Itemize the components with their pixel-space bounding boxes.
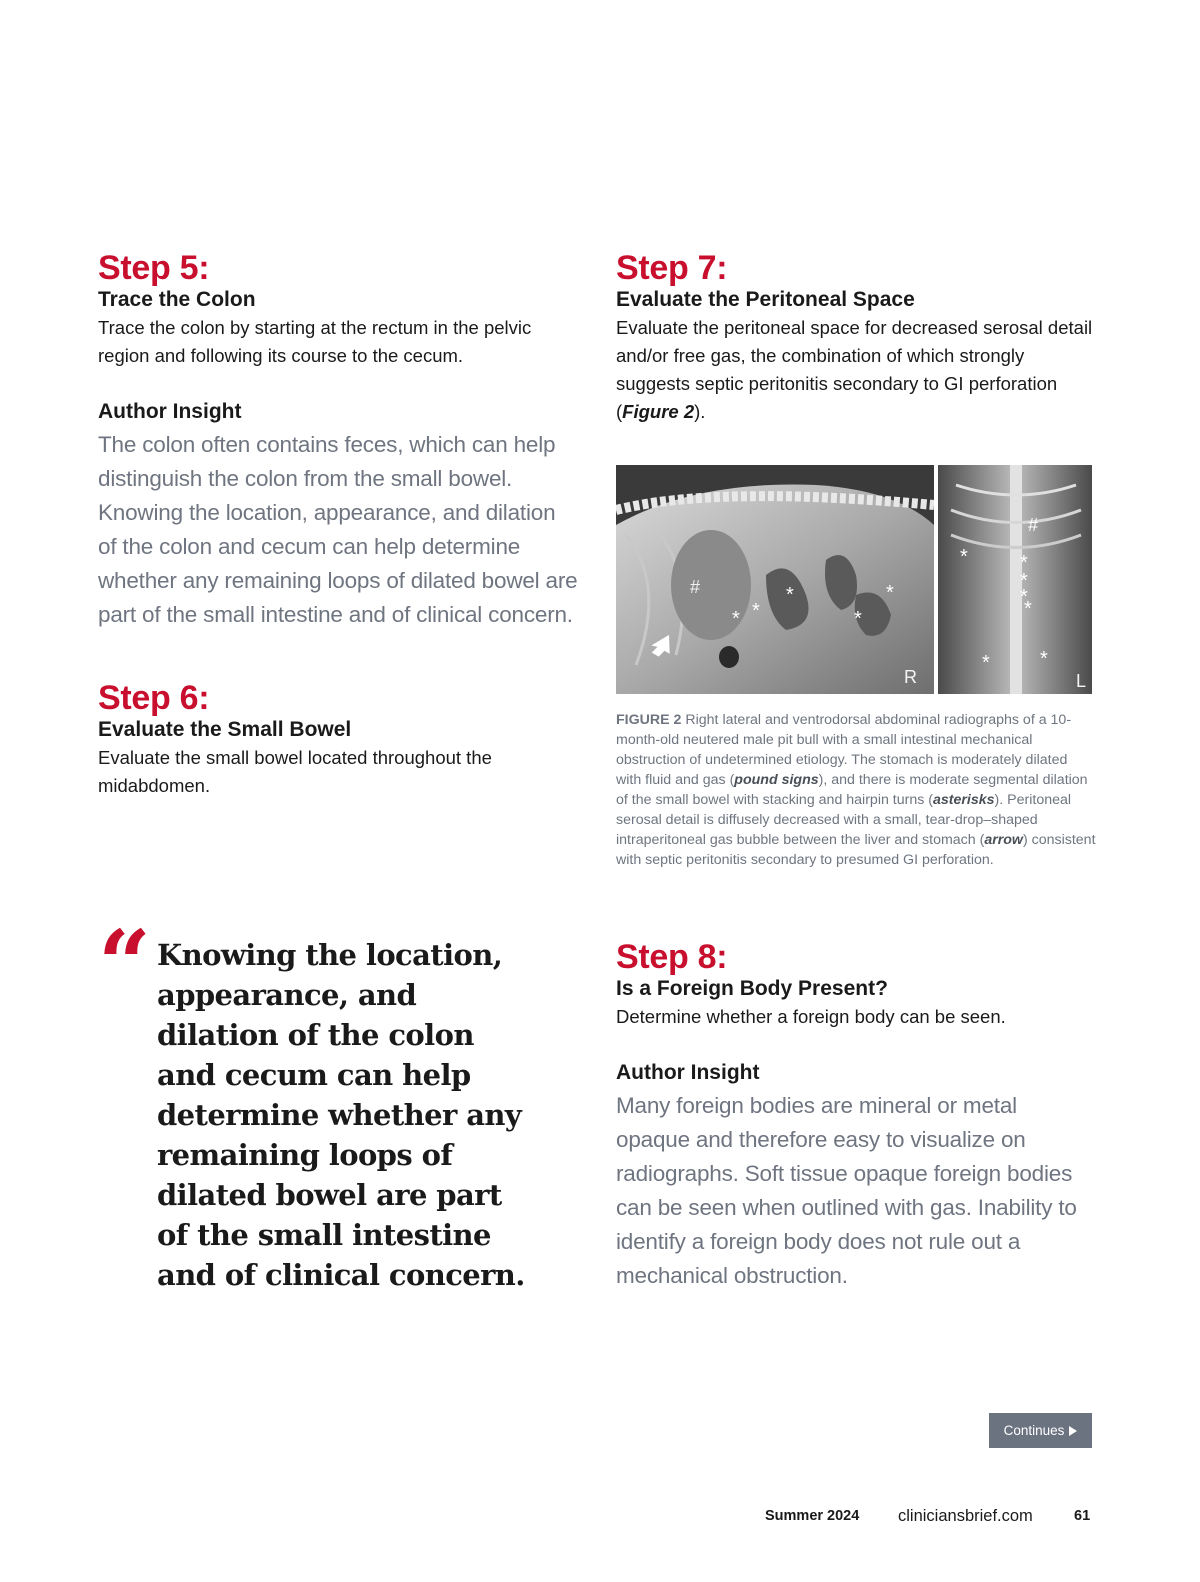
step6-section <box>98 680 538 800</box>
caption-emphasis-pound-signs: pound signs <box>734 772 819 788</box>
step8-insight-text: Many foreign bodies are mineral or metal opaque and therefore easy to visualize on radiographs. Soft tissue opaque foreign bodies can be seen when outlined with gas. Inability to identify a foreign body does not rule out a mechanical obstruction. <box>616 1093 1077 1288</box>
step7-title: Evaluate the Peritoneal Space <box>616 288 915 311</box>
step8-number: Step 8: <box>616 938 728 976</box>
caption-emphasis-arrow: arrow <box>984 832 1023 848</box>
footer-site[interactable]: cliniciansbrief.com <box>898 1507 1033 1525</box>
step8-body: Determine whether a foreign body can be seen. <box>616 1006 1006 1027</box>
caption-text-2: ), and there is moderate segmental dilation of the small bowel with stacking and hairpin turns ( <box>616 772 1088 808</box>
step8-title: Is a Foreign Body Present? <box>616 977 888 1000</box>
label-r: R <box>904 667 917 687</box>
quote-mark-icon: “ <box>98 910 151 1018</box>
figure-2-reference[interactable]: Figure 2 <box>622 401 695 422</box>
play-triangle-icon <box>1069 1426 1077 1436</box>
pound-marker-lateral: # <box>690 577 701 597</box>
label-l: L <box>1076 671 1087 691</box>
step5-section <box>98 250 578 632</box>
caption-emphasis-asterisks: asterisks <box>933 792 995 808</box>
asterisk-marker-12: * <box>1040 648 1048 670</box>
figure-divider <box>934 465 938 694</box>
caption-label: FIGURE 2 <box>616 712 682 728</box>
asterisk-marker-11: * <box>982 652 990 674</box>
caption-text-3: ). Peritoneal serosal detail is diffusely decreased with a small, tear-drop–shaped intraperitoneal gas bubble between the liver and stomach ( <box>616 792 1072 848</box>
continues-button[interactable] <box>989 1413 1092 1448</box>
footer-page-number: 61 <box>1074 1508 1091 1524</box>
step8-section <box>616 939 1096 1293</box>
step8-insight-heading: Author Insight <box>616 1061 760 1084</box>
step7-section <box>616 250 1096 426</box>
asterisk-marker-8: * <box>1020 570 1028 592</box>
lateral-gas-bubble <box>719 646 739 668</box>
step7-body-text: Evaluate the peritoneal space for decreased serosal detail and/or free gas, the combination of which strongly suggests septic peritonitis secondary to GI perforation ( <box>616 317 1093 422</box>
continues-label: Continues <box>1003 1423 1065 1438</box>
asterisk-marker-10: * <box>1024 598 1032 620</box>
asterisk-marker-2: * <box>752 600 760 622</box>
step6-body: Evaluate the small bowel located throughout the midabdomen. <box>98 747 492 796</box>
asterisk-marker-3: * <box>786 584 794 606</box>
step5-body: Trace the colon by starting at the rectum in the pelvic region and following its course to the cecum. <box>98 317 532 366</box>
pound-marker-vd: # <box>1028 515 1039 535</box>
asterisk-marker-5: * <box>886 582 894 604</box>
asterisk-marker-4: * <box>854 608 862 630</box>
step5-insight-text: The colon often contains feces, which can help distinguish the colon from the small bowel. Knowing the location, appearance, and dilation of the colon and cecum can help determine whether any remaining loops of dilated bowel are part of the small intestine and of clinical concern. <box>98 432 578 627</box>
asterisk-marker-7: * <box>1020 552 1028 574</box>
step6-title: Evaluate the Small Bowel <box>98 718 352 741</box>
figure-2-radiographs <box>616 465 1092 694</box>
radiograph-image <box>616 465 1092 694</box>
footer-issue: Summer 2024 <box>765 1508 860 1524</box>
asterisk-marker-1: * <box>732 608 740 630</box>
step5-insight-heading: Author Insight <box>98 400 242 423</box>
caption-text-4: ) consistent with septic peritonitis secondary to presumed GI perforation. <box>616 832 1096 868</box>
figure-2-caption <box>616 710 1096 870</box>
step5-title: Trace the Colon <box>98 288 256 311</box>
step7-body-end: ). <box>694 401 706 422</box>
step5-number: Step 5: <box>98 249 210 287</box>
step7-body <box>616 314 1096 426</box>
caption-text-1: Right lateral and ventrodorsal abdominal radiographs of a 10-month-old neutered male pit bull with a small intestinal mechanical obstruction of undetermined etiology. The stomach is moderately dilated with fluid and gas ( <box>616 712 1072 788</box>
pull-quote: Knowing the location, appearance, and dilation of the colon and cecum can help determine whether any remaining loops of dilated bowel are part of the small intestine and of clinical concern. <box>157 938 525 1292</box>
step6-number: Step 6: <box>98 679 210 717</box>
asterisk-marker-6: * <box>960 546 968 568</box>
asterisk-marker-9: * <box>1020 586 1028 608</box>
step7-number: Step 7: <box>616 249 728 287</box>
